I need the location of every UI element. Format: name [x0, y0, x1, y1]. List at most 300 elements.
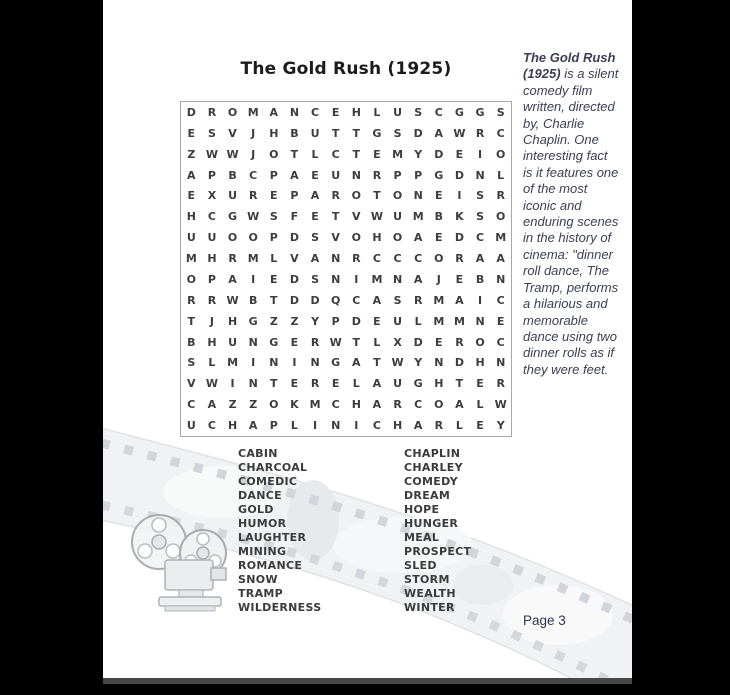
word-bank-item: CHAPLIN	[404, 447, 461, 460]
grid-letter: T	[331, 126, 340, 140]
grid-letter: P	[207, 272, 216, 286]
grid-letter: M	[185, 252, 197, 266]
word-bank-item: CABIN	[238, 447, 278, 460]
grid-letter: V	[228, 126, 237, 140]
grid-letter: J	[436, 272, 441, 286]
grid-letter: R	[331, 189, 340, 203]
grid-letter: U	[331, 168, 341, 182]
grid-letter: O	[186, 272, 196, 286]
grid-letter: E	[455, 147, 464, 161]
grid-letter: Y	[496, 419, 505, 433]
grid-letter: R	[187, 293, 196, 307]
grid-row	[181, 144, 511, 165]
grid-letter: B	[248, 293, 258, 307]
grid-letter: A	[372, 377, 382, 391]
grid-letter: Z	[228, 398, 237, 412]
grid-letter: K	[455, 210, 464, 224]
grid-letter: F	[290, 210, 299, 224]
grid-letter: C	[207, 210, 216, 224]
grid-letter: D	[454, 168, 464, 182]
grid-letter: Z	[249, 398, 258, 412]
grid-letter: T	[373, 189, 381, 203]
grid-letter: P	[269, 419, 278, 433]
grid-letter: D	[351, 314, 361, 328]
grid-letter: A	[352, 356, 361, 370]
word-bank-item: STORM	[404, 573, 450, 586]
word-bank-item: WINTER	[404, 601, 455, 614]
grid-letter: I	[478, 293, 483, 307]
grid-letter: E	[290, 335, 299, 349]
grid-letter: I	[478, 147, 483, 161]
grid-letter: W	[205, 377, 218, 391]
grid-letter: M	[392, 147, 404, 161]
grid-letter: A	[455, 293, 464, 307]
grid-row	[181, 353, 511, 374]
grid-letter: G	[475, 105, 485, 119]
grid-letter: Y	[311, 314, 320, 328]
grid-letter: E	[435, 189, 443, 203]
grid-letter: G	[331, 356, 341, 370]
grid-letter: L	[373, 105, 381, 119]
grid-letter: C	[434, 105, 443, 119]
grid-letter: N	[269, 356, 279, 370]
grid-letter: E	[270, 272, 278, 286]
grid-letter: T	[331, 210, 340, 224]
grid-letter: U	[207, 231, 217, 245]
grid-row	[181, 415, 511, 436]
grid-letter: L	[373, 335, 381, 349]
word-bank-item: CHARCOAL	[238, 461, 308, 474]
grid-letter: L	[414, 314, 422, 328]
grid-letter: T	[373, 356, 381, 370]
word-bank-item: DANCE	[238, 489, 282, 502]
grid-letter: X	[207, 189, 217, 203]
grid-letter: N	[434, 356, 444, 370]
grid-letter: E	[331, 105, 340, 119]
grid-letter: A	[455, 398, 464, 412]
grid-letter: E	[311, 210, 319, 224]
grid-letter: N	[310, 356, 320, 370]
grid-letter: I	[354, 419, 359, 433]
grid-letter: R	[207, 105, 217, 119]
word-bank-item: HOPE	[404, 503, 440, 516]
grid-letter: H	[186, 210, 196, 224]
grid-letter: N	[331, 272, 341, 286]
grid-letter: S	[414, 105, 423, 119]
grid-letter: A	[413, 419, 423, 433]
grid-letter: A	[310, 252, 320, 266]
word-bank-item: COMEDIC	[238, 475, 298, 488]
grid-letter: A	[248, 419, 258, 433]
grid-letter: C	[207, 419, 216, 433]
grid-letter: W	[329, 335, 342, 349]
grid-row	[181, 332, 511, 353]
word-bank-item: MINING	[238, 545, 287, 558]
grid-letter: V	[187, 377, 196, 391]
grid-letter: C	[372, 419, 381, 433]
grid-letter: U	[228, 335, 238, 349]
grid-letter: A	[290, 168, 299, 182]
grid-letter: N	[331, 252, 341, 266]
word-bank-item: TRAMP	[238, 587, 283, 600]
grid-letter: L	[208, 356, 216, 370]
grid-letter: T	[270, 293, 278, 307]
grid-letter: B	[434, 210, 443, 224]
grid-letter: I	[292, 356, 297, 370]
grid-letter: M	[433, 314, 445, 328]
grid-letter: A	[269, 105, 279, 119]
grid-letter: D	[434, 147, 444, 161]
grid-letter: N	[331, 419, 341, 433]
grid-letter: R	[207, 293, 217, 307]
grid-letter: A	[475, 252, 485, 266]
grid-letter: R	[434, 419, 444, 433]
grid-letter: U	[186, 419, 196, 433]
grid-letter: L	[270, 252, 278, 266]
grid-letter: O	[496, 210, 506, 224]
grid-letter: U	[228, 189, 238, 203]
grid-letter: W	[247, 210, 260, 224]
grid-letter: C	[331, 398, 340, 412]
grid-letter: D	[186, 105, 196, 119]
grid-letter: S	[187, 356, 196, 370]
grid-letter: U	[393, 314, 403, 328]
grid-letter: P	[290, 189, 299, 203]
grid-letter: X	[393, 335, 402, 349]
grid-letter: T	[352, 335, 361, 349]
grid-letter: P	[269, 231, 278, 245]
word-bank-item: COMEDY	[404, 475, 458, 488]
grid-letter: R	[393, 398, 402, 412]
grid-letter: S	[207, 126, 216, 140]
grid-letter: A	[207, 398, 217, 412]
grid-letter: A	[372, 398, 382, 412]
sidebar-description	[523, 50, 620, 378]
grid-letter: J	[251, 126, 256, 140]
grid-letter: A	[413, 272, 423, 286]
grid-letter: L	[311, 147, 319, 161]
grid-letter: U	[310, 126, 320, 140]
grid-letter: E	[270, 189, 278, 203]
grid-letter: C	[414, 252, 423, 266]
grid-letter: T	[455, 377, 464, 391]
grid-letter: D	[413, 126, 423, 140]
word-bank-item: CHARLEY	[404, 461, 463, 474]
grid-row	[181, 165, 511, 186]
grid-letter: T	[352, 147, 361, 161]
grid-letter: D	[454, 356, 464, 370]
grid-letter: M	[247, 252, 259, 266]
grid-letter: H	[434, 377, 444, 391]
grid-letter: G	[269, 335, 279, 349]
grid-letter: P	[331, 314, 340, 328]
grid-letter: E	[435, 231, 443, 245]
grid-row	[181, 290, 511, 311]
grid-letter: A	[187, 168, 196, 182]
grid-letter: E	[455, 272, 464, 286]
grid-letter: I	[313, 419, 318, 433]
grid-letter: Z	[187, 147, 196, 161]
grid-letter: C	[393, 252, 402, 266]
sidebar-description-lead: The Gold Rush (1925)	[523, 50, 616, 82]
grid-letter: O	[496, 147, 506, 161]
grid-letter: L	[476, 398, 484, 412]
grid-letter: N	[248, 377, 258, 391]
grid-letter: E	[311, 168, 319, 182]
grid-letter: U	[393, 210, 403, 224]
page-bottom-edge	[103, 678, 632, 684]
grid-letter: H	[351, 398, 361, 412]
grid-letter: I	[251, 272, 256, 286]
grid-letter: S	[393, 126, 402, 140]
grid-letter: W	[391, 356, 404, 370]
grid-row	[181, 102, 511, 123]
grid-letter: A	[310, 189, 320, 203]
grid-letter: A	[372, 293, 382, 307]
word-list-left	[238, 447, 321, 615]
grid-letter: L	[352, 377, 360, 391]
grid-letter: M	[412, 210, 424, 224]
grid-letter: N	[392, 272, 403, 286]
grid-letter: C	[476, 231, 485, 245]
grid-letter: W	[226, 293, 239, 307]
grid-letter: W	[494, 398, 507, 412]
grid-letter: C	[496, 335, 505, 349]
grid-letter: M	[371, 272, 383, 286]
grid-letter: C	[414, 398, 423, 412]
grid-letter: P	[207, 168, 216, 182]
grid-letter: R	[496, 189, 505, 203]
puzzle-title: The Gold Rush (1925)	[240, 59, 452, 79]
word-bank-item: HUMOR	[238, 517, 287, 530]
grid-letter: C	[249, 168, 258, 182]
grid-letter: T	[187, 314, 196, 328]
grid-letter: U	[186, 231, 196, 245]
grid-letter: H	[392, 419, 403, 433]
grid-letter: G	[372, 126, 382, 140]
grid-letter: W	[205, 147, 218, 161]
word-list-right	[404, 447, 471, 615]
grid-letter: S	[311, 272, 320, 286]
grid-letter: I	[354, 272, 359, 286]
word-bank-item: HUNGER	[404, 517, 459, 530]
grid-letter: M	[247, 105, 259, 119]
grid-letter: C	[496, 293, 505, 307]
grid-letter: A	[228, 272, 237, 286]
grid-letter: Y	[414, 147, 423, 161]
grid-letter: O	[351, 189, 361, 203]
grid-letter: R	[455, 335, 464, 349]
word-bank-item: GOLD	[238, 503, 274, 516]
grid-letter: E	[373, 314, 381, 328]
grid-letter: R	[228, 252, 237, 266]
word-bank-item: LAUGHTER	[238, 531, 307, 544]
grid-letter: P	[393, 168, 402, 182]
grid-letter: M	[495, 231, 507, 245]
worksheet-page	[103, 0, 632, 678]
grid-letter: M	[227, 356, 239, 370]
grid-letter: S	[269, 210, 278, 224]
word-bank-item: DREAM	[404, 489, 451, 502]
grid-letter: S	[476, 189, 485, 203]
grid-letter: C	[311, 105, 320, 119]
grid-letter: O	[269, 398, 279, 412]
grid-row	[181, 248, 511, 269]
grid-letter: S	[393, 293, 402, 307]
grid-letter: L	[455, 419, 463, 433]
grid-letter: B	[290, 126, 299, 140]
grid-letter: R	[310, 335, 320, 349]
word-bank-item: ROMANCE	[238, 559, 303, 572]
grid-letter: L	[497, 168, 505, 182]
grid-letter: G	[454, 105, 464, 119]
grid-letter: U	[393, 105, 403, 119]
grid-letter: E	[290, 377, 299, 391]
grid-letter: W	[453, 126, 466, 140]
grid-letter: O	[392, 231, 403, 245]
grid-letter: S	[476, 210, 485, 224]
grid-letter: R	[352, 252, 361, 266]
grid-row	[181, 269, 511, 290]
grid-letter: Y	[414, 356, 423, 370]
grid-letter: R	[310, 377, 320, 391]
grid-letter: O	[392, 189, 403, 203]
grid-letter: T	[290, 147, 299, 161]
word-bank-item: WEALTH	[404, 587, 456, 600]
grid-letter: R	[496, 377, 505, 391]
grid-letter: C	[331, 147, 340, 161]
grid-letter: M	[453, 314, 465, 328]
grid-letter: I	[457, 189, 462, 203]
grid-letter: G	[248, 314, 258, 328]
grid-row	[181, 373, 511, 394]
grid-letter: E	[187, 126, 196, 140]
grid-letter: E	[373, 147, 381, 161]
grid-letter: D	[289, 272, 299, 286]
grid-letter: J	[209, 314, 214, 328]
grid-letter: N	[289, 105, 300, 119]
grid-letter: W	[370, 210, 383, 224]
grid-letter: N	[475, 168, 485, 182]
grid-letter: E	[331, 377, 340, 391]
grid-letter: P	[269, 168, 278, 182]
grid-letter: O	[227, 231, 238, 245]
grid-letter: O	[434, 252, 444, 266]
grid-letter: B	[187, 335, 196, 349]
grid-letter: O	[434, 398, 444, 412]
grid-letter: E	[435, 335, 443, 349]
grid-letter: Q	[331, 293, 341, 307]
grid-letter: R	[455, 252, 464, 266]
word-search-grid	[180, 101, 512, 437]
grid-letter: N	[496, 356, 506, 370]
grid-letter: J	[251, 147, 256, 161]
grid-letter: H	[475, 356, 485, 370]
grid-letter: V	[290, 252, 299, 266]
grid-letter: H	[207, 335, 217, 349]
grid-letter: H	[227, 314, 238, 328]
grid-letter: D	[289, 293, 299, 307]
grid-letter: C	[352, 293, 361, 307]
word-bank-item: MEAL	[404, 531, 440, 544]
grid-letter: M	[309, 398, 321, 412]
grid-letter: C	[372, 252, 381, 266]
grid-row	[181, 227, 511, 248]
grid-letter: O	[351, 231, 361, 245]
grid-letter: U	[393, 377, 403, 391]
grid-letter: L	[290, 419, 298, 433]
grid-letter: O	[269, 147, 279, 161]
grid-letter: T	[270, 377, 278, 391]
grid-letter: C	[187, 398, 196, 412]
grid-letter: N	[496, 272, 506, 286]
grid-letter: N	[248, 335, 258, 349]
grid-letter: H	[269, 126, 279, 140]
grid-row	[181, 186, 511, 207]
word-bank-item: SNOW	[238, 573, 278, 586]
grid-letter: A	[496, 252, 505, 266]
grid-letter: N	[413, 189, 423, 203]
grid-letter: S	[496, 105, 505, 119]
grid-letter: Z	[290, 314, 299, 328]
grid-letter: W	[226, 147, 239, 161]
grid-letter: I	[230, 377, 235, 391]
grid-letter: O	[248, 231, 258, 245]
grid-letter: R	[475, 126, 485, 140]
grid-letter: G	[413, 377, 423, 391]
grid-letter: N	[351, 168, 361, 182]
grid-row	[181, 206, 511, 227]
grid-letter: H	[207, 252, 217, 266]
grid-letter: N	[475, 314, 485, 328]
grid-letter: D	[310, 293, 320, 307]
grid-letter: H	[372, 231, 382, 245]
grid-letter: R	[248, 189, 258, 203]
word-bank-item: PROSPECT	[404, 545, 472, 558]
grid-letter: G	[434, 168, 444, 182]
grid-row	[181, 123, 511, 144]
grid-letter: O	[475, 335, 485, 349]
grid-letter: H	[227, 419, 238, 433]
grid-letter: V	[331, 231, 340, 245]
grid-letter: T	[352, 126, 361, 140]
grid-letter: H	[351, 105, 361, 119]
grid-letter: E	[476, 419, 484, 433]
sidebar-description-body: is a silent comedy film written, directed by, Charlie Chaplin. One interesting fact is it features one of the most iconic and enduring scenes in the history of cinema: "dinner roll dance, The Tramp, performs a hilarious and memorable dance using two dinner rolls as if they were feet.	[523, 66, 619, 377]
grid-letter: B	[228, 168, 237, 182]
grid-letter: D	[413, 335, 423, 349]
grid-letter: I	[251, 356, 256, 370]
word-bank-item: SLED	[404, 559, 437, 572]
grid-letter: R	[413, 293, 423, 307]
grid-letter: D	[454, 231, 464, 245]
grid-letter: O	[227, 105, 238, 119]
grid-letter: M	[433, 293, 445, 307]
grid-row	[181, 311, 511, 332]
grid-letter: R	[372, 168, 382, 182]
grid-letter: B	[475, 272, 485, 286]
grid-letter: C	[496, 126, 505, 140]
grid-letter: E	[496, 314, 505, 328]
grid-letter: V	[352, 210, 361, 224]
grid-letter: E	[476, 377, 484, 391]
grid-row	[181, 394, 511, 415]
grid-letter: G	[228, 210, 238, 224]
word-bank-item: WILDERNESS	[238, 601, 322, 614]
grid-letter: A	[434, 126, 444, 140]
grid-letter: D	[289, 231, 299, 245]
grid-letter: A	[413, 231, 423, 245]
